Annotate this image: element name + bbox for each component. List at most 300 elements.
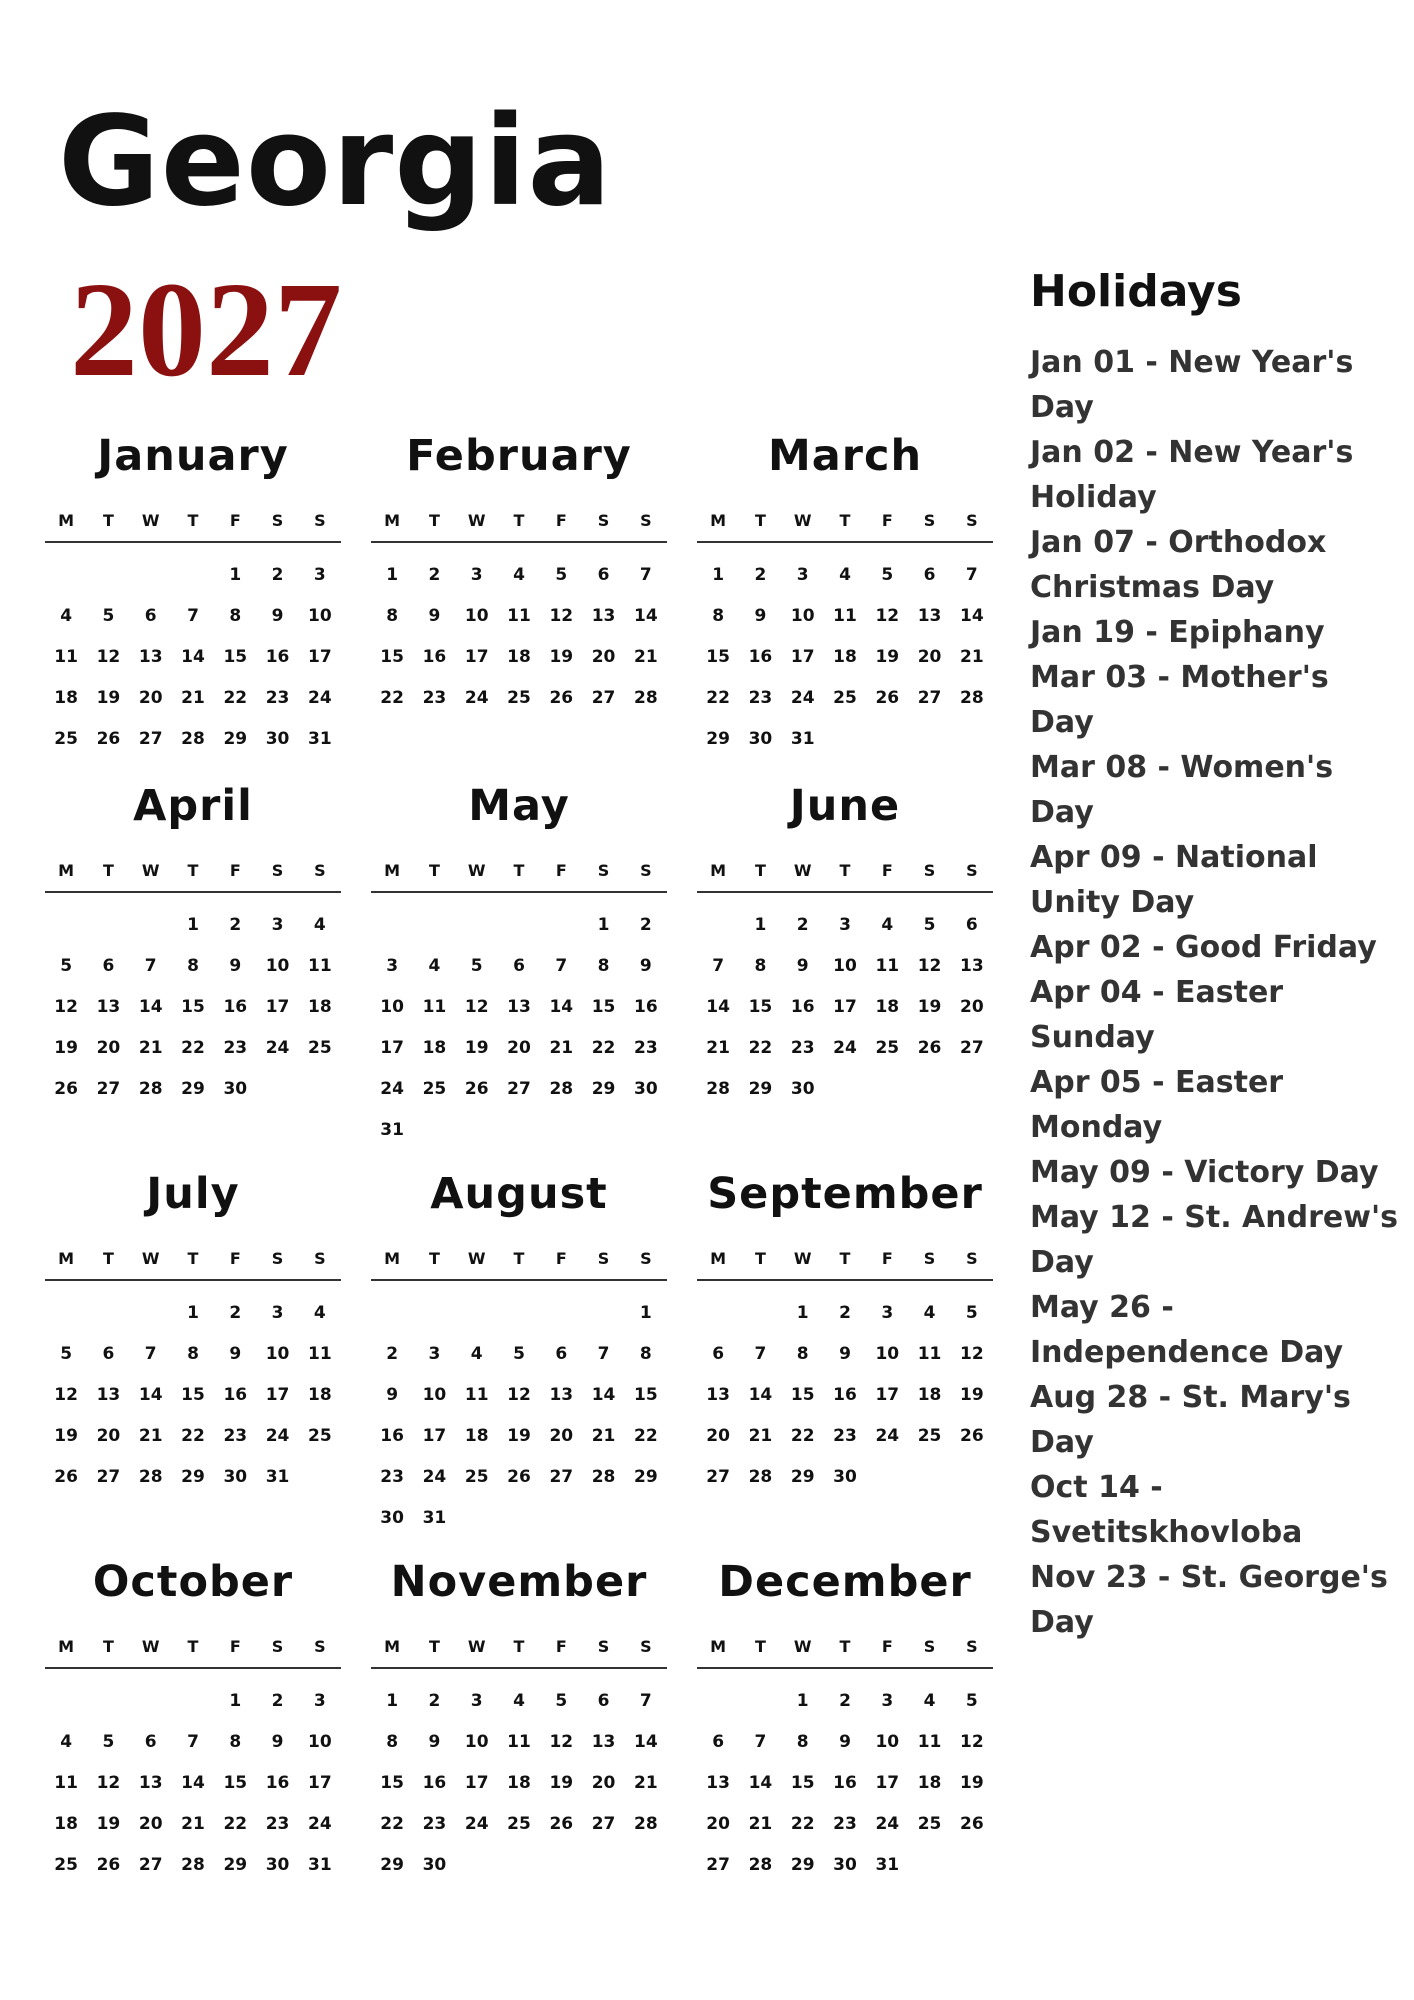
day-cell: 17 — [464, 1773, 489, 1793]
day-cell: 19 — [960, 1385, 984, 1405]
empty-cell — [45, 1293, 87, 1334]
day-cell: 12 — [960, 1732, 984, 1752]
weekday-label: T — [187, 511, 199, 530]
day-cell: 9 — [428, 606, 441, 626]
day-cell: 10 — [790, 606, 815, 626]
day-cell: 4 — [60, 606, 73, 626]
day-cell: 1 — [229, 565, 242, 585]
day-cell: 9 — [271, 606, 284, 626]
day-cell: 9 — [428, 1732, 441, 1752]
day-cell: 13 — [706, 1385, 730, 1405]
day-cell: 10 — [464, 606, 489, 626]
day-cell: 26 — [54, 1467, 78, 1487]
holiday-item: Jan 19 - Epiphany — [1030, 615, 1325, 650]
weekday-label: T — [839, 511, 851, 530]
holiday-item: May 12 - St. Andrew's Day — [1030, 1200, 1398, 1280]
day-cell: 15 — [181, 1385, 205, 1405]
day-cell: 12 — [507, 1385, 531, 1405]
day-cell: 8 — [386, 1732, 399, 1752]
day-cell: 14 — [138, 997, 163, 1017]
day-cell: 18 — [464, 1426, 489, 1446]
empty-cell — [87, 905, 129, 946]
day-cell: 18 — [308, 997, 332, 1017]
weekday-header — [371, 861, 667, 893]
weekday-label: M — [58, 861, 75, 880]
day-cell: 6 — [144, 606, 157, 626]
day-cell: 10 — [464, 1732, 489, 1752]
day-grid — [45, 555, 341, 760]
day-cell: 14 — [960, 606, 984, 626]
month-name: May — [468, 781, 570, 831]
day-cell: 28 — [634, 688, 658, 708]
day-cell: 27 — [138, 1855, 163, 1875]
day-grid — [697, 1681, 993, 1886]
day-cell: 25 — [917, 1814, 942, 1834]
day-cell: 19 — [507, 1426, 531, 1446]
empty-cell — [498, 905, 540, 946]
day-cell: 23 — [380, 1467, 404, 1487]
day-cell: 14 — [549, 997, 574, 1017]
month-name: November — [390, 1557, 648, 1607]
day-cell: 25 — [54, 729, 78, 749]
weekday-label: T — [187, 1637, 199, 1656]
day-cell: 4 — [470, 1344, 483, 1364]
weekday-header — [371, 1637, 667, 1669]
day-cell: 21 — [634, 647, 658, 667]
day-cell: 4 — [881, 915, 894, 935]
weekday-label: S — [923, 511, 936, 530]
weekday-label: W — [793, 1249, 812, 1268]
day-cell: 13 — [549, 1385, 574, 1405]
day-cell: 28 — [634, 1814, 658, 1834]
day-cell: 14 — [634, 1732, 658, 1752]
empty-cell — [87, 1681, 129, 1722]
empty-cell — [130, 1293, 172, 1334]
day-cell: 2 — [428, 565, 441, 585]
day-cell: 22 — [181, 1038, 205, 1058]
day-cell: 2 — [839, 1303, 851, 1323]
day-cell: 30 — [422, 1855, 447, 1875]
weekday-label: M — [58, 511, 75, 530]
day-cell: 30 — [833, 1467, 857, 1487]
day-cell: 24 — [308, 1814, 332, 1834]
weekday-label: S — [640, 511, 652, 530]
day-cell: 7 — [712, 956, 725, 976]
weekday-label: W — [467, 1249, 486, 1268]
day-cell: 3 — [386, 956, 399, 976]
holiday-item: Mar 03 - Mother's Day — [1030, 660, 1329, 740]
day-cell: 10 — [265, 1344, 290, 1364]
weekday-label: W — [141, 861, 160, 880]
day-cell: 31 — [875, 1855, 900, 1875]
day-cell: 27 — [138, 729, 163, 749]
day-cell: 2 — [271, 565, 284, 585]
day-cell: 29 — [706, 729, 730, 749]
empty-cell — [371, 905, 413, 946]
empty-cell — [697, 1293, 739, 1334]
weekday-label: S — [314, 511, 326, 530]
empty-cell — [540, 1293, 582, 1334]
weekday-label: T — [754, 1637, 766, 1656]
day-cell: 27 — [507, 1079, 531, 1099]
day-cell: 12 — [54, 997, 78, 1017]
day-cell: 13 — [507, 997, 531, 1017]
day-cell: 16 — [223, 997, 248, 1017]
day-cell: 2 — [428, 1691, 441, 1711]
weekday-label: S — [640, 1637, 652, 1656]
day-cell: 18 — [507, 1773, 531, 1793]
day-cell: 13 — [591, 606, 616, 626]
weekday-label: F — [555, 1249, 567, 1268]
day-cell: 8 — [796, 1732, 809, 1752]
day-cell: 29 — [181, 1467, 205, 1487]
month-december — [697, 1557, 993, 1901]
day-cell: 1 — [597, 915, 610, 935]
day-cell: 22 — [591, 1038, 616, 1058]
day-cell: 6 — [555, 1344, 568, 1364]
day-cell: 28 — [138, 1079, 163, 1099]
weekday-label: T — [102, 1637, 114, 1656]
empty-cell — [371, 1293, 413, 1334]
day-cell: 16 — [634, 997, 658, 1017]
day-cell: 11 — [422, 997, 447, 1017]
weekday-label: S — [640, 1249, 652, 1268]
day-cell: 17 — [380, 1038, 404, 1058]
day-cell: 3 — [881, 1691, 894, 1711]
empty-cell — [87, 1293, 129, 1334]
weekday-header — [697, 1637, 993, 1669]
day-cell: 11 — [833, 606, 857, 626]
weekday-label: T — [513, 511, 525, 530]
holiday-item: Jan 02 - New Year's Holiday — [1030, 435, 1354, 515]
day-cell: 4 — [428, 956, 441, 976]
day-cell: 11 — [308, 1344, 332, 1364]
day-cell: 28 — [591, 1467, 616, 1487]
day-cell: 23 — [422, 1814, 447, 1834]
day-cell: 26 — [96, 1855, 121, 1875]
holiday-item: Apr 02 - Good Friday — [1030, 930, 1377, 965]
day-cell: 3 — [271, 1303, 284, 1323]
weekday-label: M — [710, 511, 727, 530]
day-cell: 14 — [706, 997, 730, 1017]
day-cell: 26 — [875, 688, 900, 708]
weekday-label: W — [467, 511, 486, 530]
day-cell: 20 — [917, 647, 942, 667]
day-cell: 20 — [706, 1814, 730, 1834]
day-cell: 30 — [223, 1467, 248, 1487]
month-name: June — [789, 781, 901, 831]
day-cell: 17 — [422, 1426, 447, 1446]
day-grid — [371, 555, 667, 719]
day-cell: 15 — [790, 1385, 815, 1405]
year-title: 2027 — [70, 255, 342, 405]
day-cell: 11 — [507, 606, 531, 626]
day-cell: 19 — [464, 1038, 489, 1058]
day-cell: 12 — [875, 606, 900, 626]
day-cell: 15 — [748, 997, 773, 1017]
day-cell: 26 — [960, 1814, 984, 1834]
day-cell: 11 — [464, 1385, 489, 1405]
day-cell: 22 — [790, 1426, 815, 1446]
month-name: October — [92, 1557, 294, 1607]
day-cell: 7 — [187, 606, 199, 626]
day-cell: 18 — [507, 647, 531, 667]
month-november — [371, 1557, 667, 1901]
day-cell: 2 — [229, 1303, 242, 1323]
day-cell: 24 — [464, 1814, 489, 1834]
day-cell: 6 — [923, 565, 936, 585]
day-cell: 5 — [965, 1303, 978, 1323]
day-cell: 25 — [917, 1426, 942, 1446]
weekday-header — [45, 1249, 341, 1281]
month-september — [697, 1169, 993, 1561]
weekday-label: F — [229, 511, 241, 530]
day-cell: 1 — [796, 1303, 809, 1323]
day-cell: 23 — [265, 688, 290, 708]
day-cell: 17 — [265, 997, 290, 1017]
weekday-header — [697, 1249, 993, 1281]
day-cell: 21 — [181, 1814, 205, 1834]
day-cell: 3 — [313, 1691, 326, 1711]
day-cell: 26 — [96, 729, 121, 749]
day-cell: 11 — [507, 1732, 531, 1752]
day-cell: 17 — [833, 997, 857, 1017]
day-cell: 27 — [706, 1467, 730, 1487]
weekday-label: T — [839, 1637, 851, 1656]
weekday-label: F — [881, 511, 893, 530]
empty-cell — [413, 1293, 455, 1334]
day-cell: 30 — [265, 729, 290, 749]
day-cell: 28 — [181, 1855, 205, 1875]
day-cell: 24 — [790, 688, 815, 708]
day-cell: 25 — [507, 688, 531, 708]
day-cell: 7 — [144, 956, 157, 976]
weekday-label: T — [102, 861, 114, 880]
day-cell: 9 — [796, 956, 809, 976]
holiday-item: Jan 07 - Orthodox Christmas Day — [1030, 525, 1327, 605]
day-cell: 30 — [790, 1079, 815, 1099]
day-cell: 30 — [634, 1079, 658, 1099]
day-cell: 7 — [639, 565, 652, 585]
month-july — [45, 1169, 341, 1561]
empty-cell — [172, 555, 214, 596]
day-cell: 13 — [706, 1773, 730, 1793]
day-cell: 17 — [875, 1773, 900, 1793]
empty-cell — [739, 1293, 781, 1334]
day-cell: 28 — [138, 1467, 163, 1487]
day-cell: 25 — [308, 1426, 332, 1446]
month-name: December — [718, 1557, 972, 1607]
day-cell: 7 — [555, 956, 568, 976]
day-cell: 25 — [507, 1814, 531, 1834]
weekday-header — [45, 861, 341, 893]
empty-cell — [498, 1293, 540, 1334]
weekday-label: T — [187, 1249, 199, 1268]
day-cell: 18 — [917, 1385, 942, 1405]
day-cell: 16 — [265, 647, 290, 667]
day-cell: 1 — [386, 1691, 399, 1711]
day-cell: 23 — [833, 1426, 857, 1446]
day-cell: 19 — [54, 1038, 78, 1058]
empty-cell — [456, 1293, 498, 1334]
weekday-header — [697, 511, 993, 543]
day-cell: 21 — [706, 1038, 730, 1058]
weekday-label: S — [314, 1637, 326, 1656]
weekday-label: T — [754, 861, 766, 880]
day-cell: 6 — [712, 1344, 725, 1364]
month-may — [371, 781, 667, 1173]
day-cell: 6 — [102, 956, 115, 976]
day-cell: 4 — [839, 565, 851, 585]
day-cell: 3 — [271, 915, 284, 935]
weekday-label: M — [384, 861, 401, 880]
day-cell: 8 — [639, 1344, 652, 1364]
holiday-item: Nov 23 - St. George's Day — [1030, 1560, 1388, 1640]
day-cell: 9 — [754, 606, 767, 626]
day-cell: 20 — [96, 1038, 121, 1058]
day-cell: 6 — [712, 1732, 725, 1752]
day-cell: 1 — [187, 915, 199, 935]
weekday-label: W — [793, 861, 812, 880]
day-cell: 1 — [229, 1691, 242, 1711]
day-cell: 25 — [422, 1079, 447, 1099]
weekday-label: S — [271, 1249, 284, 1268]
day-cell: 14 — [138, 1385, 163, 1405]
day-cell: 14 — [181, 647, 205, 667]
weekday-label: T — [428, 1637, 440, 1656]
day-cell: 28 — [181, 729, 205, 749]
day-cell: 7 — [144, 1344, 157, 1364]
day-cell: 9 — [229, 956, 242, 976]
weekday-label: S — [966, 861, 978, 880]
day-cell: 26 — [917, 1038, 942, 1058]
day-cell: 16 — [422, 647, 447, 667]
day-cell: 30 — [223, 1079, 248, 1099]
weekday-label: M — [710, 1637, 727, 1656]
weekday-label: T — [754, 1249, 766, 1268]
day-cell: 28 — [960, 688, 984, 708]
day-cell: 28 — [549, 1079, 574, 1099]
day-cell: 30 — [265, 1855, 290, 1875]
day-cell: 29 — [223, 1855, 248, 1875]
day-cell: 23 — [265, 1814, 290, 1834]
day-cell: 28 — [748, 1855, 773, 1875]
day-cell: 12 — [549, 1732, 574, 1752]
empty-cell — [582, 1293, 624, 1334]
day-cell: 19 — [875, 647, 900, 667]
day-cell: 17 — [875, 1385, 900, 1405]
day-cell: 14 — [748, 1385, 773, 1405]
day-cell: 27 — [96, 1467, 121, 1487]
day-cell: 5 — [965, 1691, 978, 1711]
day-cell: 6 — [144, 1732, 157, 1752]
day-cell: 1 — [386, 565, 399, 585]
day-cell: 4 — [513, 1691, 525, 1711]
day-cell: 25 — [833, 688, 857, 708]
day-grid — [371, 1681, 667, 1886]
day-cell: 21 — [549, 1038, 574, 1058]
day-cell: 18 — [875, 997, 900, 1017]
day-cell: 16 — [265, 1773, 290, 1793]
day-cell: 11 — [917, 1344, 942, 1364]
day-cell: 25 — [875, 1038, 900, 1058]
day-grid — [371, 1293, 667, 1539]
day-cell: 8 — [386, 606, 399, 626]
empty-cell — [456, 905, 498, 946]
day-cell: 8 — [796, 1344, 809, 1364]
day-cell: 29 — [380, 1855, 404, 1875]
day-cell: 7 — [639, 1691, 652, 1711]
day-cell: 22 — [790, 1814, 815, 1834]
day-cell: 20 — [96, 1426, 121, 1446]
day-cell: 17 — [265, 1385, 290, 1405]
day-cell: 15 — [634, 1385, 658, 1405]
day-cell: 11 — [54, 1773, 78, 1793]
day-cell: 24 — [464, 688, 489, 708]
day-cell: 29 — [634, 1467, 658, 1487]
day-cell: 12 — [549, 606, 574, 626]
day-cell: 6 — [513, 956, 525, 976]
day-cell: 5 — [102, 1732, 115, 1752]
day-cell: 23 — [833, 1814, 857, 1834]
day-cell: 31 — [790, 729, 815, 749]
day-grid — [697, 1293, 993, 1498]
day-cell: 21 — [138, 1038, 163, 1058]
day-cell: 25 — [308, 1038, 332, 1058]
day-cell: 24 — [265, 1426, 290, 1446]
day-cell: 30 — [380, 1508, 404, 1528]
weekday-label: W — [793, 511, 812, 530]
day-cell: 8 — [229, 606, 242, 626]
weekday-label: S — [640, 861, 652, 880]
day-cell: 11 — [917, 1732, 942, 1752]
month-name: March — [767, 431, 923, 481]
day-cell: 1 — [712, 565, 725, 585]
day-cell: 4 — [923, 1691, 936, 1711]
empty-cell — [697, 905, 739, 946]
day-cell: 20 — [549, 1426, 574, 1446]
day-cell: 21 — [591, 1426, 616, 1446]
weekday-label: M — [58, 1249, 75, 1268]
day-cell: 29 — [181, 1079, 205, 1099]
day-cell: 19 — [960, 1773, 984, 1793]
day-cell: 22 — [181, 1426, 205, 1446]
day-cell: 13 — [138, 1773, 163, 1793]
day-cell: 29 — [591, 1079, 616, 1099]
empty-cell — [45, 555, 87, 596]
day-cell: 31 — [308, 1855, 332, 1875]
day-cell: 3 — [313, 565, 326, 585]
day-grid — [45, 1293, 341, 1498]
day-cell: 26 — [549, 1814, 574, 1834]
day-cell: 22 — [634, 1426, 658, 1446]
day-cell: 15 — [380, 647, 404, 667]
day-cell: 5 — [881, 565, 894, 585]
day-cell: 27 — [591, 688, 616, 708]
day-cell: 21 — [748, 1814, 773, 1834]
day-cell: 22 — [706, 688, 730, 708]
weekday-label: W — [467, 861, 486, 880]
day-cell: 13 — [917, 606, 942, 626]
day-cell: 10 — [875, 1732, 900, 1752]
day-cell: 22 — [223, 688, 248, 708]
day-cell: 22 — [748, 1038, 773, 1058]
day-cell: 8 — [187, 956, 199, 976]
day-cell: 23 — [223, 1038, 248, 1058]
month-august — [371, 1169, 667, 1561]
day-cell: 21 — [634, 1773, 658, 1793]
day-cell: 24 — [875, 1814, 900, 1834]
